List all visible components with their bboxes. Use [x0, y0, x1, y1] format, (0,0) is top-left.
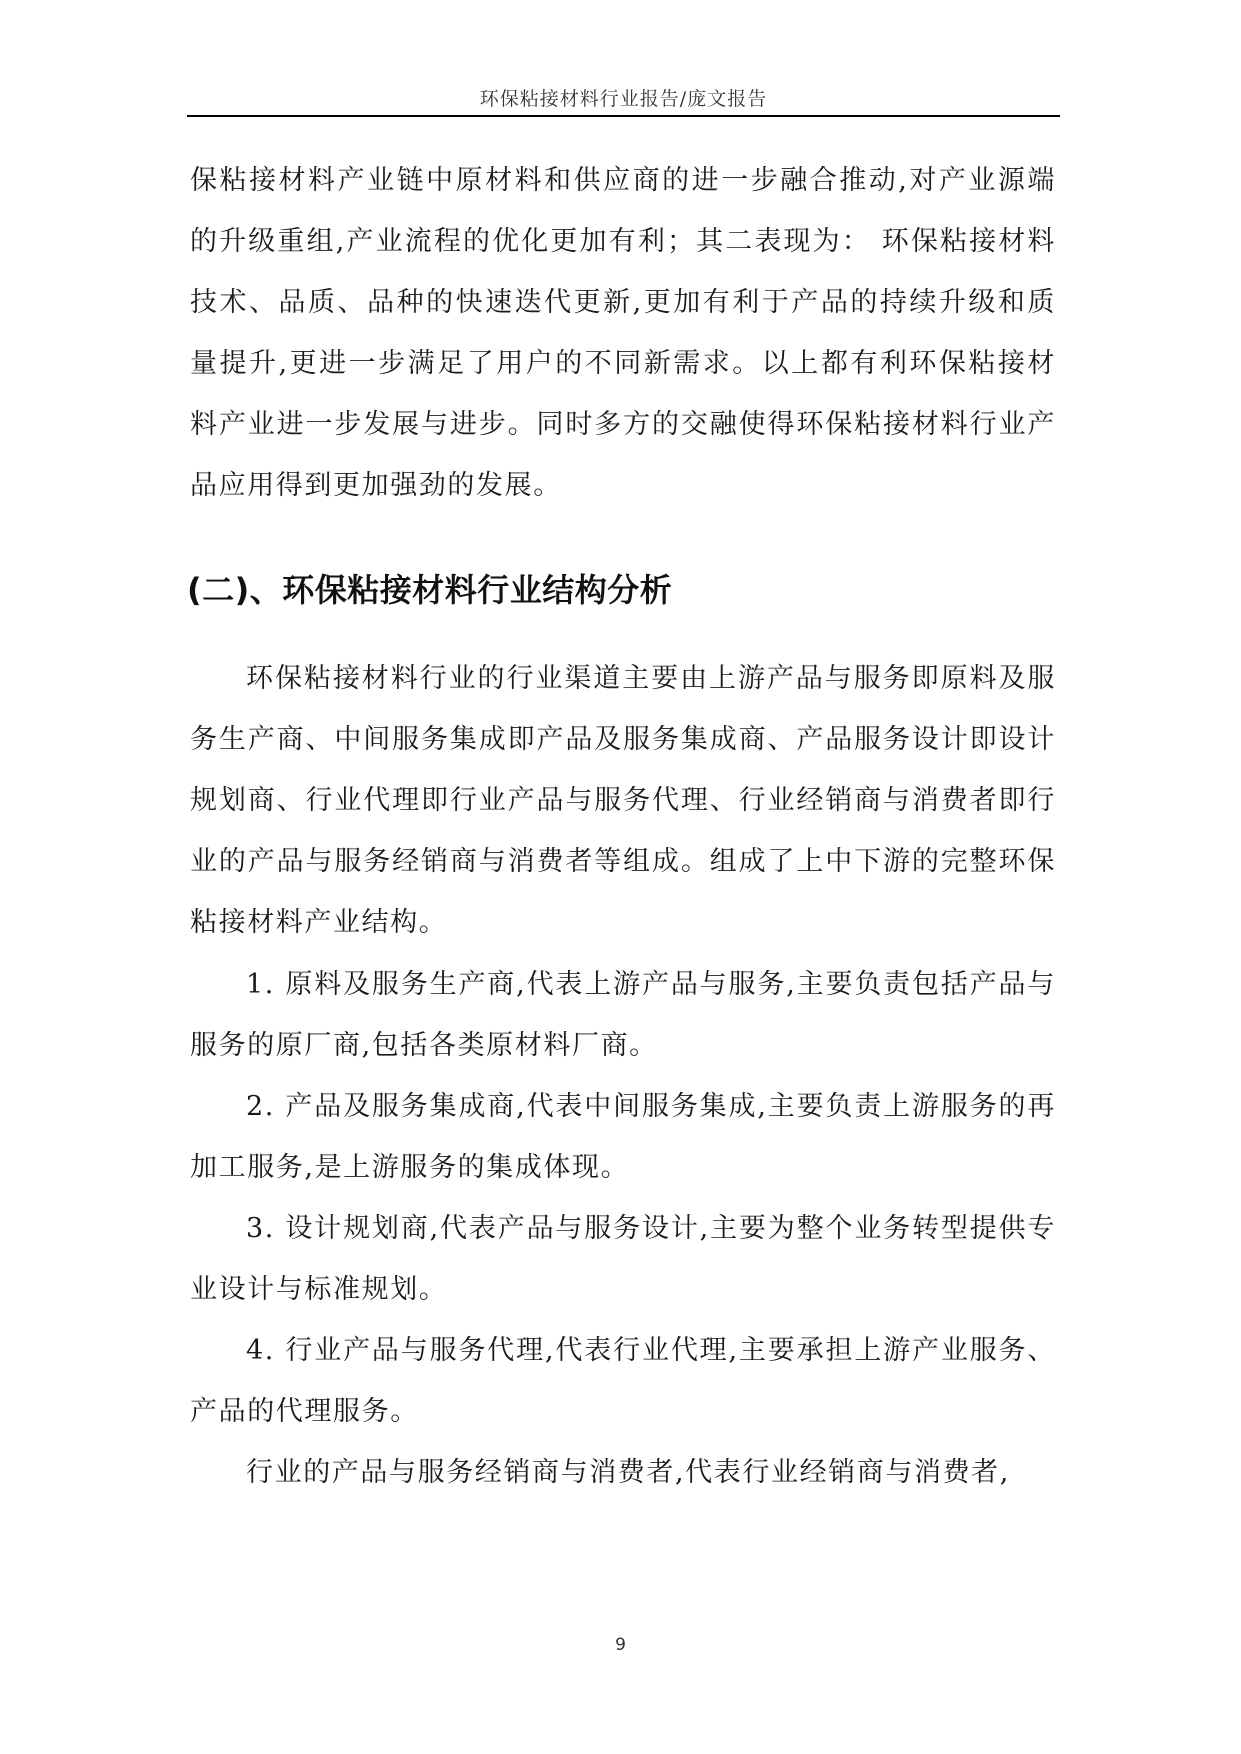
- body-paragraph: 环保粘接材料行业的行业渠道主要由上游产品与服务即原料及服务生产商、中间服务集成即产品及服务集成商、产品服务设计即设计规划商、行业代理即行业产品与服务代理、行业经销商与消费者即行业的产品与服务经销商与消费者等组成。组成了上中下游的完整环保粘接材料产业结构。: [190, 663, 1056, 938]
- list-item-4: 4. 行业产品与服务代理,代表行业代理,主要承担上游产业服务、产品的代理服务。: [190, 1335, 1056, 1427]
- section-heading: (二)、环保粘接材料行业结构分析: [187, 571, 673, 609]
- page-header: 环保粘接材料行业报告/庞文报告: [479, 88, 768, 110]
- header-divider: [187, 115, 1060, 117]
- page-number: 9: [615, 1635, 626, 1655]
- body-paragraph-last: 行业的产品与服务经销商与消费者,代表行业经销商与消费者,: [246, 1457, 1010, 1488]
- body-paragraph-continued: 保粘接材料产业链中原材料和供应商的进一步融合推动,对产业源端的升级重组,产业流程的优化更加有利；其二表现为： 环保粘接材料技术、品质、品种的快速迭代更新,更加有利于产品的持续升级和质量提升,更进一步满足了用户的不同新需求。以上都有利环保粘接材料产业进一步发展与进步。同时多方的交融使得环保粘接材料行业产品应用得到更加强劲的发展。: [190, 165, 1056, 501]
- list-item-3: 3. 设计规划商,代表产品与服务设计,主要为整个业务转型提供专业设计与标准规划。: [190, 1213, 1056, 1305]
- list-item-1: 1. 原料及服务生产商,代表上游产品与服务,主要负责包括产品与服务的原厂商,包括各类原材料厂商。: [190, 969, 1056, 1061]
- list-item-2: 2. 产品及服务集成商,代表中间服务集成,主要负责上游服务的再加工服务,是上游服务的集成体现。: [190, 1091, 1056, 1183]
